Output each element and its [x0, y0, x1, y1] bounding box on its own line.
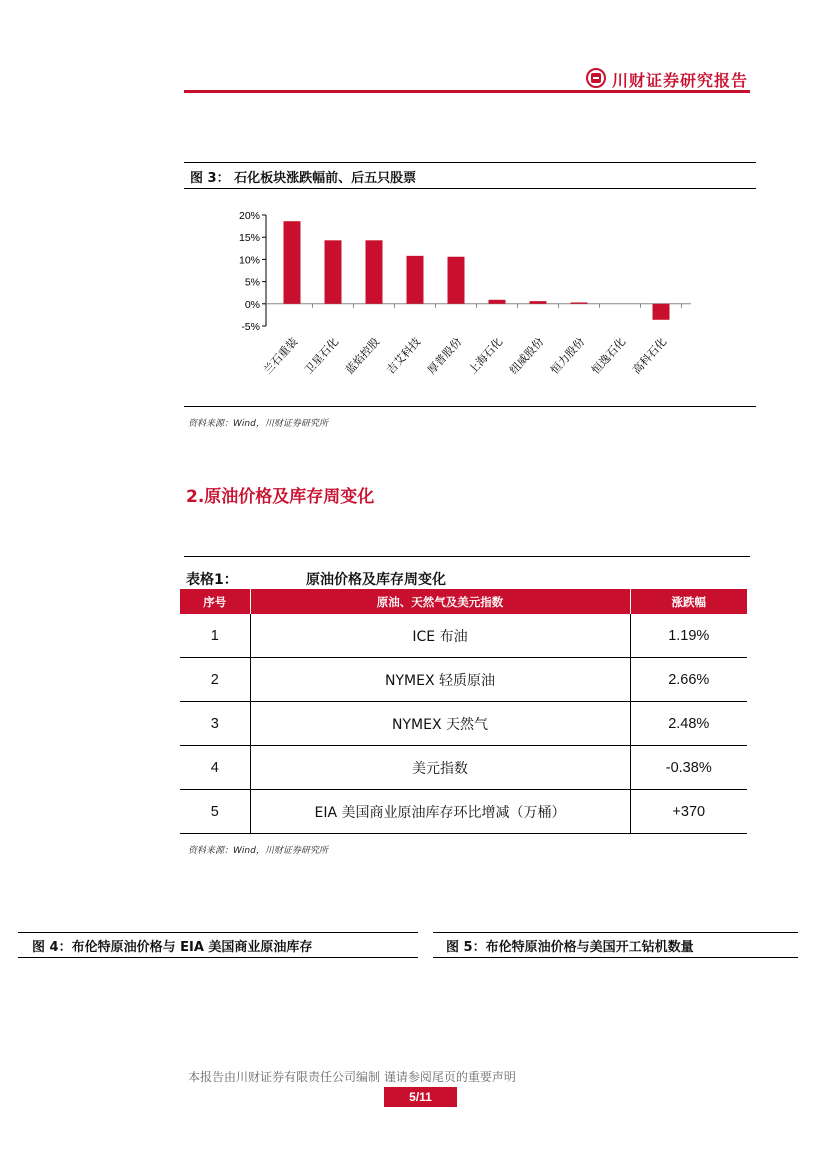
column-header-change: 涨跌幅: [630, 589, 747, 614]
x-category-label: 卫星石化: [302, 335, 342, 377]
bar: [530, 301, 547, 304]
row-index: 3: [180, 702, 250, 746]
table1: [180, 589, 747, 834]
table-row: [180, 746, 747, 790]
figure3-bar-chart: [184, 200, 744, 405]
bar: [571, 302, 588, 303]
table-row: [180, 790, 747, 834]
row-index: 4: [180, 746, 250, 790]
x-category-label: 蓝焰控股: [343, 335, 383, 377]
x-category-label: 吉艾科技: [384, 335, 424, 377]
figure5-caption: 图 5：布伦特原油价格与美国开工钻机数量: [446, 940, 694, 955]
y-tick-label: 5%: [244, 276, 260, 289]
column-header-index: 序号: [180, 589, 250, 614]
section-title: 2.原油价格及库存周变化: [186, 487, 375, 507]
x-category-label: 纽威股份: [507, 335, 547, 377]
x-category-label: 恒力股份: [548, 335, 588, 377]
bar: [489, 300, 506, 304]
page-number: 5/11: [384, 1087, 457, 1107]
header-divider: [184, 90, 750, 93]
table1-label: 表格1：: [186, 572, 238, 588]
row-change: +370: [630, 790, 747, 834]
row-item: NYMEX 轻质原油: [250, 658, 630, 702]
row-index: 5: [180, 790, 250, 834]
row-index: 2: [180, 658, 250, 702]
x-category-label: 恒逸石化: [589, 335, 629, 377]
row-change: 2.66%: [630, 658, 747, 702]
row-item: ICE 布油: [250, 614, 630, 658]
report-header-title: 川财证券研究报告: [612, 71, 749, 90]
figure4-top-rule: [18, 932, 418, 933]
table-row: [180, 614, 747, 658]
y-tick-label: 0%: [244, 298, 260, 311]
bar: [448, 257, 465, 304]
x-category-label: 上海石化: [466, 335, 506, 377]
table-row: [180, 658, 747, 702]
x-category-label: 兰石重装: [261, 335, 301, 377]
row-item: EIA 美国商业原油库存环比增减（万桶）: [250, 790, 630, 834]
bar: [284, 221, 301, 304]
y-tick-label: -5%: [241, 321, 260, 333]
bar: [325, 240, 342, 303]
table-row: [180, 702, 747, 746]
bar: [407, 256, 424, 304]
y-tick-label: 15%: [238, 232, 260, 245]
figure3-source: 资料来源：Wind，川财证券研究所: [188, 419, 328, 429]
table1-source: 资料来源：Wind，川财证券研究所: [188, 846, 328, 856]
table1-title: 原油价格及库存周变化: [306, 572, 446, 588]
figure3-caption-rule: [184, 188, 756, 189]
row-change: 2.48%: [630, 702, 747, 746]
figure3-caption: 图 3： 石化板块涨跌幅前、后五只股票: [190, 171, 417, 186]
figure5-top-rule: [433, 932, 798, 933]
bar: [653, 304, 670, 320]
table-header-row: [180, 589, 747, 614]
figure5-bottom-rule: [433, 957, 798, 958]
y-tick-label: 10%: [238, 254, 260, 267]
row-item: NYMEX 天然气: [250, 702, 630, 746]
x-category-label: 厚普股份: [425, 335, 465, 377]
figure4-caption: 图 4：布伦特原油价格与 EIA 美国商业原油库存: [32, 940, 313, 955]
x-category-label: 高科石化: [630, 335, 670, 377]
figure3-top-rule: [184, 162, 756, 163]
figure3-bottom-rule: [184, 406, 756, 407]
column-header-item: 原油、天然气及美元指数: [250, 589, 630, 614]
row-index: 1: [180, 614, 250, 658]
bar: [366, 240, 383, 303]
company-logo-icon: [586, 68, 606, 88]
footer-disclaimer: 本报告由川财证券有限责任公司编制 谨请参阅尾页的重要声明: [188, 1070, 516, 1084]
y-tick-label: 20%: [238, 210, 260, 222]
row-change: 1.19%: [630, 614, 747, 658]
row-item: 美元指数: [250, 746, 630, 790]
row-change: -0.38%: [630, 746, 747, 790]
figure4-bottom-rule: [18, 957, 418, 958]
table1-top-rule: [184, 556, 750, 557]
